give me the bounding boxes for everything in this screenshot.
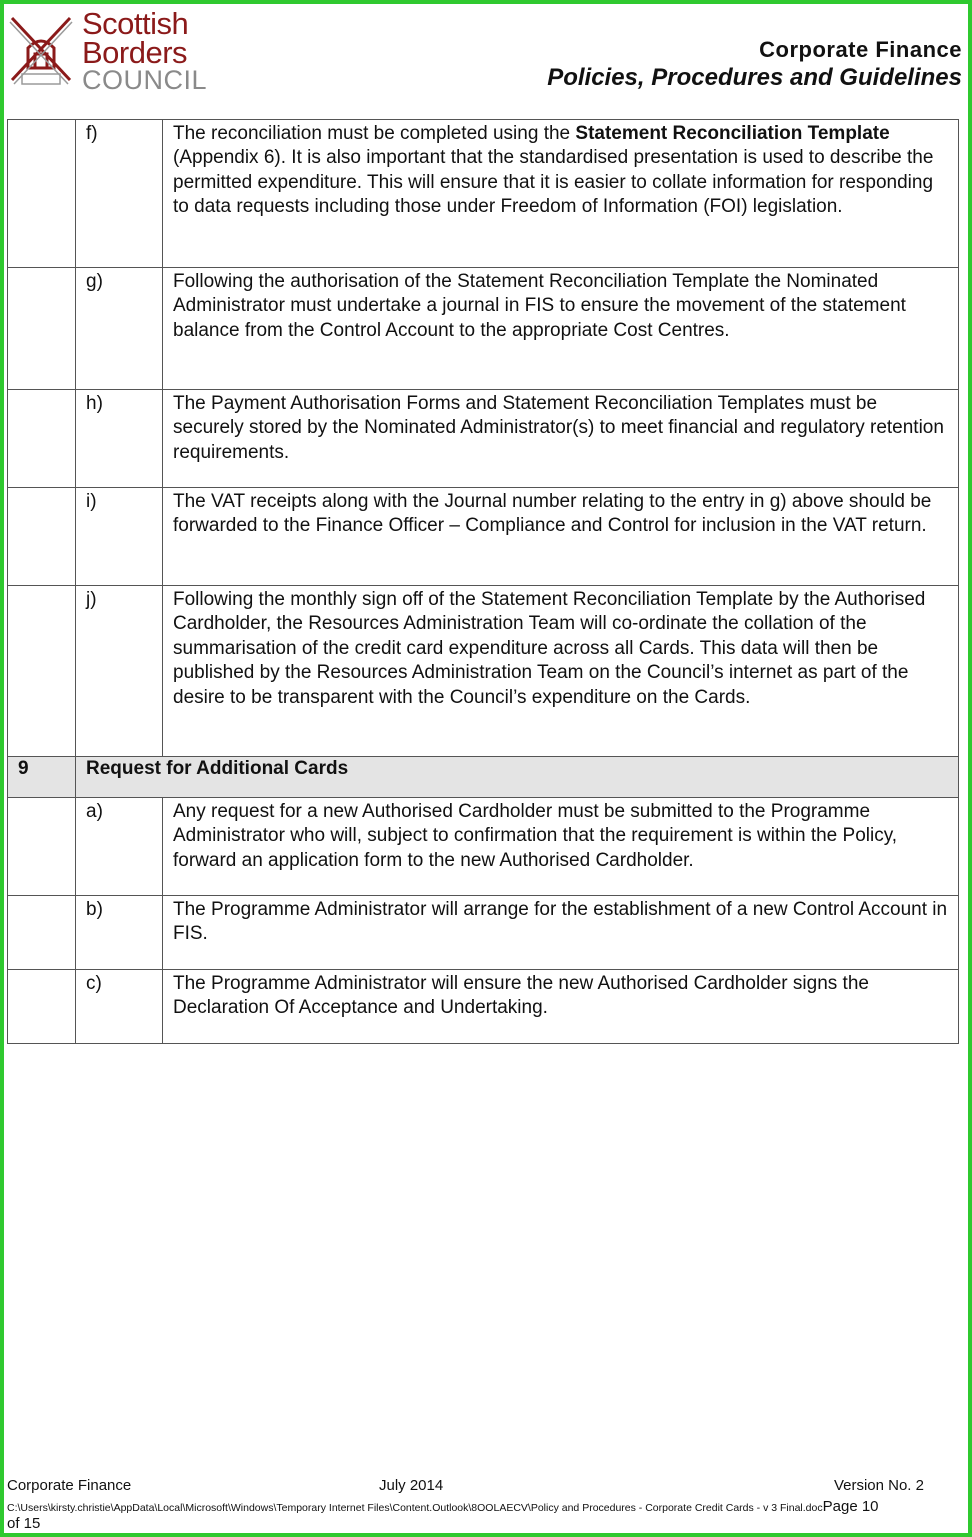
footer-date: July 2014 xyxy=(379,1477,444,1494)
logo-line-borders: Borders xyxy=(82,35,188,70)
header-subtitle: Policies, Procedures and Guidelines xyxy=(547,64,962,91)
item-label: i) xyxy=(76,488,163,586)
item-text: Any request for a new Authorised Cardholder must be submitted to the Programme Administrator who will, subject to confirmation that the requirement is within the Policy, forward an application form to the new Authorised Cardholder. xyxy=(163,798,959,896)
item-label: a) xyxy=(76,798,163,896)
template-name: Statement Reconciliation Template xyxy=(575,123,890,144)
table-row xyxy=(8,268,959,390)
council-logo xyxy=(8,8,208,100)
procedures-table xyxy=(7,119,959,1044)
footer-department: Corporate Finance xyxy=(7,1477,132,1494)
table-row xyxy=(8,120,959,268)
item-text: The Payment Authorisation Forms and Statement Reconciliation Templates must be securely stored by the Nominated Administrator(s) to meet financial and regulatory retention requirements. xyxy=(163,390,959,488)
footer-page-number: Page 10 xyxy=(822,1498,879,1515)
logo-line-scottish: Scottish xyxy=(82,6,189,41)
item-label: b) xyxy=(76,896,163,970)
item-label: h) xyxy=(76,390,163,488)
table-row xyxy=(8,798,959,896)
table-row xyxy=(8,970,959,1044)
logo-line-council: COUNCIL xyxy=(82,65,208,95)
council-emblem-icon xyxy=(8,8,78,98)
item-text: The reconciliation must be completed using the Statement Reconciliation Template (Appendix 6). It is also important that the standardised presentation is used to describe the permitted expenditure. This will ensure that it is easier to collate information for responding to data requests including those under Freedom of Information (FOI) legislation. xyxy=(163,120,959,268)
table-row xyxy=(8,896,959,970)
header-title: Corporate Finance xyxy=(759,37,962,62)
table-row xyxy=(8,586,959,757)
section-number: 9 xyxy=(8,757,76,798)
item-text: Following the monthly sign off of the Statement Reconciliation Template by the Authorised Cardholder, the Resources Administration Team will co-ordinate the collation of the summarisation of the credit card expenditure across all Cards. This data will then be published by the Resources Administration Team on the Council’s internet as part of the desire to be transparent with the Council’s expenditure on the Cards. xyxy=(163,586,959,757)
item-label: c) xyxy=(76,970,163,1044)
item-text: The Programme Administrator will arrange for the establishment of a new Control Account in FIS. xyxy=(163,896,959,970)
item-label: f) xyxy=(76,120,163,268)
footer-file-path: C:\Users\kirsty.christie\AppData\Local\Microsoft\Windows\Temporary Internet Files\Content.Outlook\8OOLAECV\Policy and Procedures - Corporate Credit Cards - v 3 Final.docPage 10 xyxy=(7,1498,879,1515)
footer-version: Version No. 2 xyxy=(833,1477,924,1494)
footer-page-total: of 15 xyxy=(7,1515,41,1532)
item-label: g) xyxy=(76,268,163,390)
item-text: The VAT receipts along with the Journal number relating to the entry in g) above should be forwarded to the Finance Officer – Compliance and Control for inclusion in the VAT return. xyxy=(163,488,959,586)
item-text: The Programme Administrator will ensure the new Authorised Cardholder signs the Declaration Of Acceptance and Undertaking. xyxy=(163,970,959,1044)
section-title: Request for Additional Cards xyxy=(76,757,959,798)
section-heading-row xyxy=(8,757,959,798)
item-label: j) xyxy=(76,586,163,757)
item-text: Following the authorisation of the Statement Reconciliation Template the Nominated Administrator must undertake a journal in FIS to ensure the movement of the statement balance from the Control Account to the appropriate Cost Centres. xyxy=(163,268,959,390)
table-row xyxy=(8,488,959,586)
table-row xyxy=(8,390,959,488)
